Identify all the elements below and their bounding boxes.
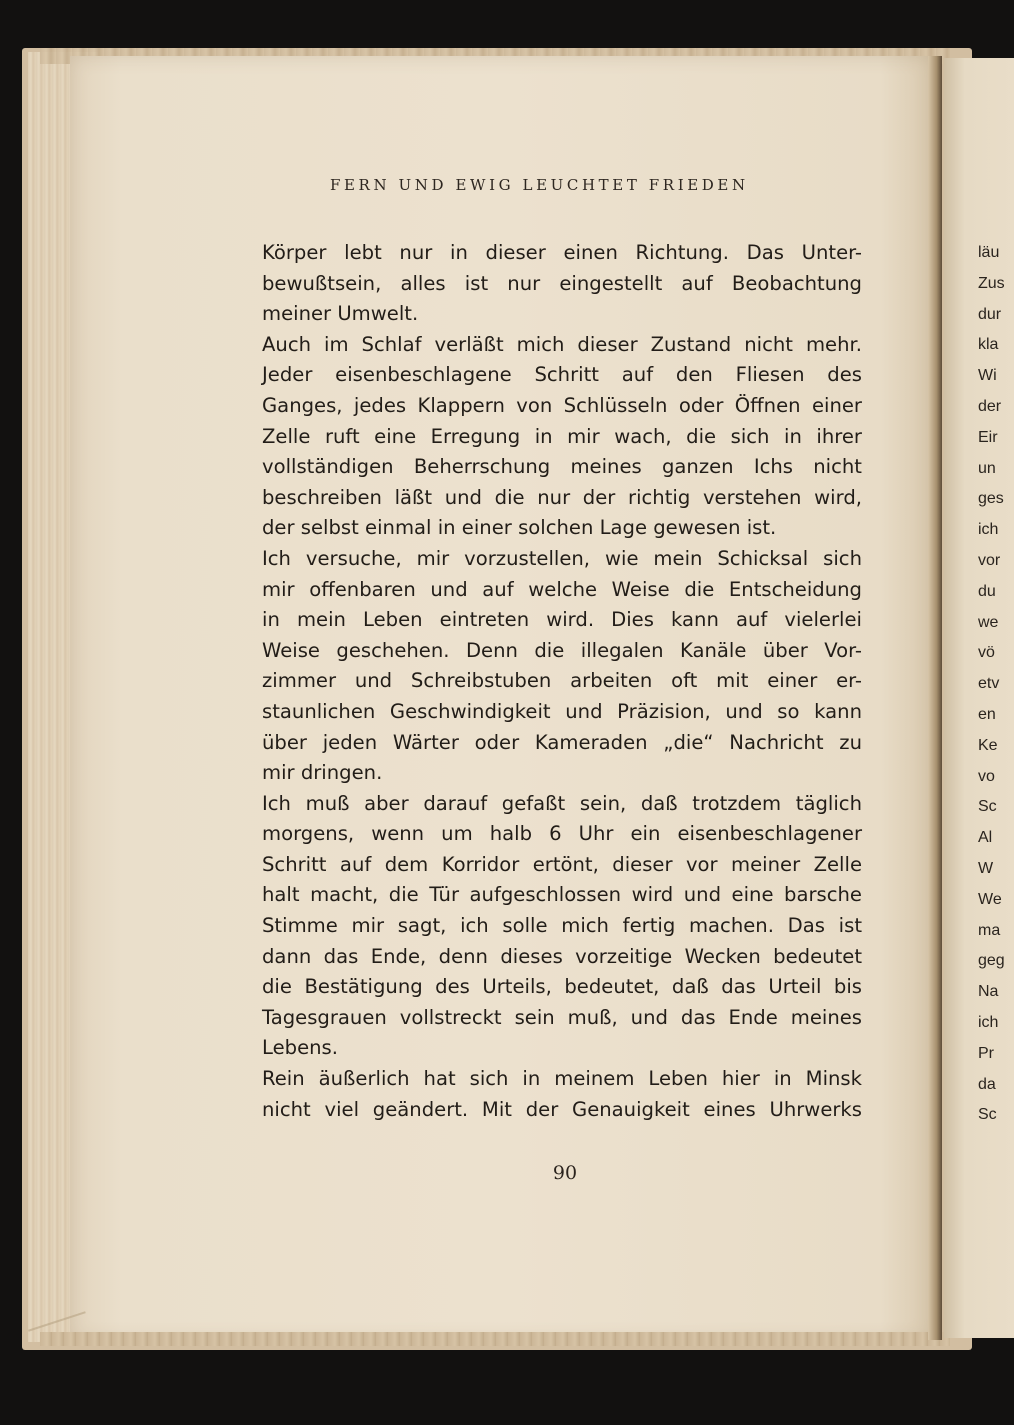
body-text-line: Ich muß aber darauf gefaßt sein, daß trotzdem täglich: [262, 791, 862, 815]
body-text-line: Lebens.: [262, 1036, 338, 1060]
page-body-text: [262, 238, 862, 1125]
body-text-line: Körper lebt nur in dieser einen Richtung. Das Unter-: [262, 241, 862, 264]
facing-page-fragment: Eir: [978, 428, 998, 446]
facing-page-fragment: Ke: [978, 736, 998, 754]
facing-page-fragment: Pr: [978, 1044, 994, 1062]
body-text-line: Weise geschehen. Denn die illegalen Kanäle über Vor-: [262, 638, 862, 662]
body-text-line: Tagesgrauen vollstreckt sein muß, und das Ende meines: [262, 1005, 862, 1029]
facing-page-fragment: da: [978, 1075, 996, 1093]
body-text-line: Rein äußerlich hat sich in meinem Leben hier in Minsk: [262, 1067, 862, 1091]
body-text-line: morgens, wenn um halb 6 Uhr ein eisenbeschlagener: [262, 822, 862, 846]
body-text-line: der selbst einmal in einer solchen Lage gewesen ist.: [262, 516, 777, 540]
body-text-line: die Bestätigung des Urteils, bedeutet, daß das Urteil bis: [262, 975, 862, 999]
body-text-line: meiner Umwelt.: [262, 302, 419, 326]
facing-page-fragment: un: [978, 459, 996, 477]
body-text-line: über jeden Wärter oder Kameraden „die“ Nachricht zu: [262, 730, 862, 754]
body-text-line: beschreiben läßt und die nur der richtig verstehen wird,: [262, 485, 862, 509]
body-text-line: mir offenbaren und auf welche Weise die Entscheidung: [262, 577, 862, 601]
facing-page-fragment: ich: [978, 1013, 999, 1031]
facing-page-fragment: geg: [978, 952, 1005, 970]
facing-page-fragment: Sc: [978, 1106, 997, 1124]
facing-page-fragment: We: [978, 890, 1002, 908]
body-text-line: Zelle ruft eine Erregung in mir wach, die sich in ihrer: [262, 424, 862, 448]
body-text-line: Jeder eisenbeschlagene Schritt auf den Fliesen des: [262, 363, 862, 387]
bottom-page-edge: [40, 1332, 950, 1346]
body-text-line: Stimme mir sagt, ich solle mich fertig machen. Das ist: [262, 914, 862, 938]
page-number: 90: [552, 1162, 578, 1184]
body-text-line: in mein Leben eintreten wird. Dies kann auf vielerlei: [262, 608, 862, 632]
facing-page-fragment: W: [978, 859, 994, 877]
body-text-line: halt macht, die Tür aufgeschlossen wird und eine barsche: [262, 883, 862, 907]
running-head: FERN UND EWIG LEUCHTET FRIEDEN: [330, 176, 749, 194]
body-text-line: staunlichen Geschwindigkeit und Präzision, und so kann: [262, 699, 862, 723]
facing-page-fragment: Al: [978, 829, 993, 847]
facing-page-fragment: läu: [978, 244, 1000, 261]
facing-page-fragment: kla: [978, 336, 999, 354]
facing-page-fragment: vo: [978, 767, 995, 785]
facing-page-fragment: vor: [978, 551, 1001, 569]
facing-page-fragment: du: [978, 582, 996, 600]
body-text-line: Ich versuche, mir vorzustellen, wie mein Schicksal sich: [262, 546, 862, 570]
body-text-line: dann das Ende, denn dieses vorzeitige Wecken bedeutet: [262, 944, 862, 968]
facing-page-fragment: ges: [978, 490, 1004, 508]
body-text-line: Ganges, jedes Klappern von Schlüsseln oder Öffnen einer: [262, 393, 862, 417]
body-text-line: vollständigen Beherrschung meines ganzen Ichs nicht: [262, 455, 862, 479]
body-text-line: zimmer und Schreibstuben arbeiten oft mit einer er-: [262, 669, 862, 693]
facing-page-fragment: ich: [978, 521, 999, 539]
facing-page-fragment: vö: [978, 644, 995, 662]
body-text-line: Auch im Schlaf verläßt mich dieser Zustand nicht mehr.: [262, 332, 862, 356]
facing-page-fragment: dur: [978, 305, 1002, 323]
facing-page-fragment: Zus: [978, 274, 1005, 292]
facing-page-fragment: Sc: [978, 798, 997, 816]
body-text-line: Schritt auf dem Korridor ertönt, dieser vor meiner Zelle: [262, 852, 862, 876]
facing-page-fragment: etv: [978, 675, 1000, 693]
facing-page-text-fragments: [978, 238, 1005, 1131]
body-text-line: nicht viel geändert. Mit der Genauigkeit eines Uhrwerks: [262, 1097, 862, 1121]
facing-page-fragment: we: [978, 613, 999, 631]
facing-page-fragment: Na: [978, 983, 999, 1001]
body-text-line: bewußtsein, alles ist nur eingestellt auf Beobachtung: [262, 271, 862, 295]
facing-page-fragment: der: [978, 397, 1002, 415]
facing-page-fragment: ma: [978, 921, 1001, 939]
book-gutter: [928, 56, 942, 1340]
body-text-line: mir dringen.: [262, 761, 383, 785]
facing-page-fragment: Wi: [978, 367, 997, 385]
facing-page-fragment: en: [978, 705, 996, 723]
